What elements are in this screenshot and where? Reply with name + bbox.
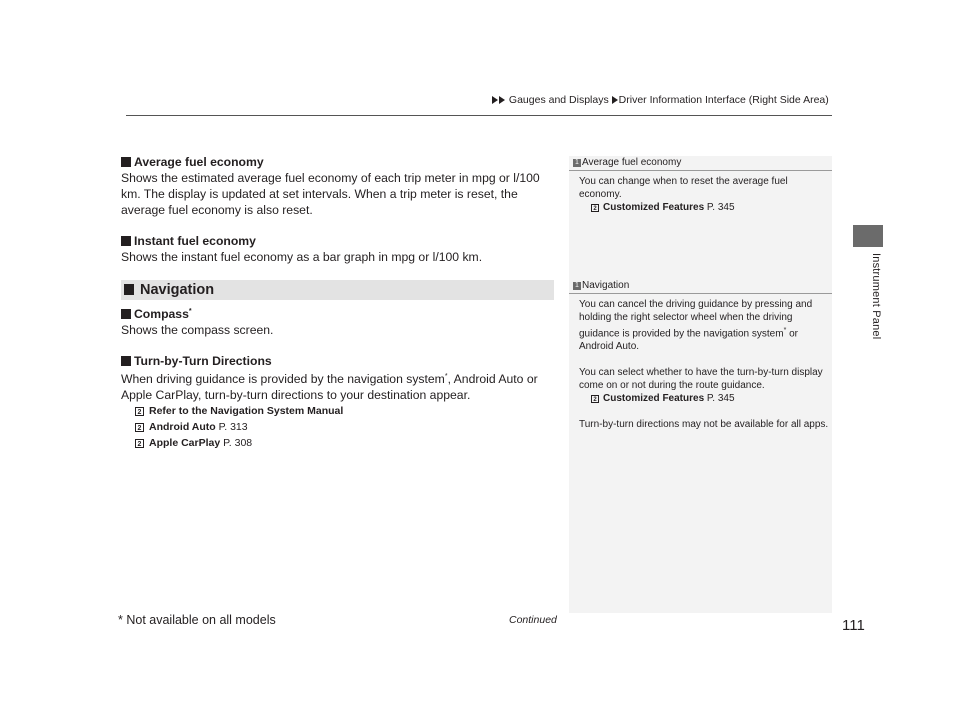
note-title (573, 279, 629, 292)
ref-navigation-manual[interactable] (121, 403, 553, 419)
breadcrumb (492, 94, 829, 106)
turn-text-part2: , Android Auto or Apple CarPlay, turn-by-turn directions to your destination appear. (121, 372, 538, 403)
page-number: 111 (842, 617, 865, 634)
instant-fuel-heading-text: Instant fuel economy (134, 234, 256, 248)
ref-apple-carplay-label: Apple CarPlay (149, 437, 221, 450)
note-title (573, 156, 681, 169)
arrow-icon (612, 96, 618, 104)
note-text-part1: You can cancel the driving guidance by pressing and holding the right selector wheel when the driving guidance is provided by the navigation system (579, 299, 813, 340)
square-bullet-icon (121, 356, 131, 366)
ref-apple-carplay[interactable] (121, 435, 553, 451)
square-bullet-icon (121, 309, 131, 319)
reference-arrow-icon: 2 (135, 439, 144, 448)
note-text: You can change when to reset the average fuel economy. (579, 176, 788, 200)
note-number-icon: 1 (573, 282, 581, 290)
asterisk-mark: * (444, 373, 448, 381)
avg-fuel-heading (121, 154, 553, 170)
note-reference-label: Customized Features (603, 393, 705, 405)
compass-heading (121, 304, 553, 322)
note-divider (569, 170, 832, 171)
reference-arrow-icon: 2 (135, 407, 144, 416)
instant-fuel-text: Shows the instant fuel economy as a bar graph in mpg or l/100 km. (121, 250, 483, 264)
note-divider (569, 293, 832, 294)
compass-text: Shows the compass screen. (121, 323, 274, 338)
turn-by-turn-text (121, 369, 553, 403)
ref-android-auto-page: P. 313 (218, 421, 248, 434)
footnote: * Not available on all models (118, 613, 276, 627)
note-number-icon: 1 (573, 159, 581, 167)
asterisk-mark: * (783, 327, 787, 334)
note-body (579, 298, 829, 444)
note-reference-page: P. 345 (706, 202, 735, 213)
navigation-section-header (121, 280, 554, 300)
ref-android-auto-label: Android Auto (149, 421, 216, 434)
note-text-part2: or Android Auto. (579, 328, 798, 353)
compass-heading-text: Compass (134, 307, 189, 322)
note-text: You can select whether to have the turn-by-turn display come on or not during the route guidance. (579, 367, 823, 392)
reference-arrow-icon: 2 (591, 395, 599, 403)
main-content (121, 154, 553, 265)
navigation-title: Navigation (140, 282, 215, 298)
note-reference[interactable] (579, 201, 829, 214)
ref-navigation-manual-label: Refer to the Navigation System Manual (149, 405, 344, 418)
note-title-text: Average fuel economy (582, 157, 682, 168)
note-body (579, 175, 829, 214)
asterisk-mark: * (188, 308, 192, 315)
avg-fuel-heading-text: Average fuel economy (134, 155, 264, 169)
square-bullet-icon (124, 284, 134, 295)
arrow-icon (499, 96, 505, 104)
reference-arrow-icon: 2 (591, 204, 599, 212)
breadcrumb-section[interactable]: Gauges and Displays (508, 94, 609, 106)
turn-by-turn-heading (121, 353, 553, 369)
note-text (579, 298, 829, 353)
ref-android-auto[interactable] (121, 419, 553, 435)
avg-fuel-text: Shows the estimated average fuel economy of each trip meter in mpg or l/100 km. The display is updated at set intervals. When a trip meter is reset, the average fuel economy is also reset. (121, 171, 540, 217)
instant-fuel-heading (121, 233, 553, 249)
sidebar-notes (569, 156, 832, 613)
note-reference-page: P. 345 (706, 393, 735, 405)
square-bullet-icon (121, 236, 131, 246)
note-reference-label: Customized Features (603, 202, 705, 213)
header-divider (126, 115, 832, 116)
continued-label: Continued (509, 614, 557, 626)
turn-text-part1: When driving guidance is provided by the navigation system (121, 372, 445, 387)
note-title-text: Navigation (582, 280, 630, 291)
navigation-content (121, 304, 553, 451)
note-text: Turn-by-turn directions may not be available for all apps. (579, 419, 829, 431)
turn-by-turn-heading-text: Turn-by-Turn Directions (134, 354, 272, 369)
ref-apple-carplay-page: P. 308 (223, 437, 253, 450)
chapter-tab-label: Instrument Panel (870, 253, 882, 340)
chapter-tab-marker (853, 225, 883, 247)
square-bullet-icon (121, 157, 131, 167)
breadcrumb-page[interactable]: Driver Information Interface (Right Side Area) (618, 94, 829, 106)
note-reference[interactable] (579, 392, 829, 405)
reference-arrow-icon: 2 (135, 423, 144, 432)
arrow-icon (492, 96, 498, 104)
